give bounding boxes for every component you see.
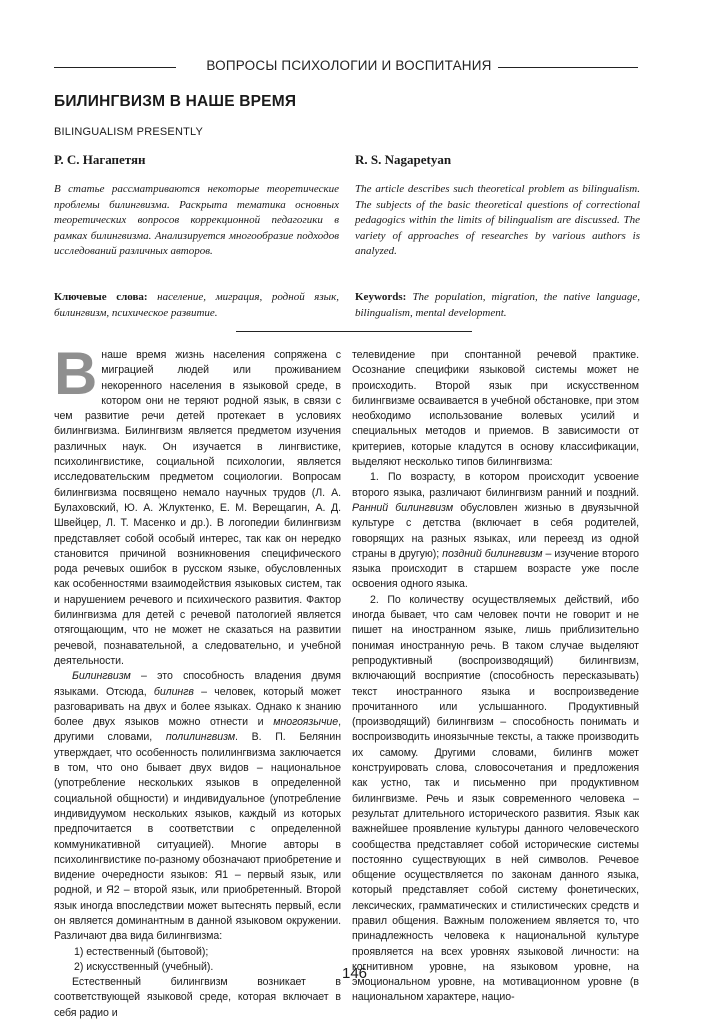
- paragraph-text: , другими словами,: [54, 716, 341, 744]
- section-title: ВОПРОСЫ ПСИХОЛОГИИ И ВОСПИТАНИЯ: [206, 58, 492, 73]
- term: поздний билингвизм: [442, 547, 543, 560]
- paragraph-text: обусловлен жизнью в двуязычной культуре с детства (включает в себя родителей, говорящих на разных языках, или переезд из одной страны в другую);: [352, 501, 639, 560]
- section-separator: [236, 331, 472, 332]
- author-ru: Р. С. Нагапетян: [54, 152, 146, 167]
- keywords-ru-text: население, миграция, родной язык, билингвизм, психическое развитие.: [54, 291, 340, 319]
- term: билингв: [153, 685, 194, 698]
- paragraph: [54, 340, 341, 669]
- paragraph-text: – это способность владения двумя языками. Отсюда,: [54, 670, 341, 698]
- keywords-en: [355, 290, 640, 321]
- paragraph-text: 1. По возрасту, в котором происходит усвоение второго языка, различают билингвизм ранний и поздний.: [352, 471, 639, 499]
- page-number: 146: [341, 965, 368, 982]
- term: многоязычие: [273, 716, 339, 729]
- term: полилингвизм: [165, 731, 236, 744]
- paragraph-text: наше время жизнь населения сопряжена с миграцией людей или проживанием некоренного населения в языковой среде, в котором они не теряют родной язык, в связи с чем развитие речи детей протекает в условиях билингвизма. Билингвизм является предметом изучения различных наук. Он изучается в лингвистике, психолингвистике, социальной психологии, является исследовательским предметом социологии. Вопросам билингвизма посвящено немало научных трудов (Л. А. Булаховский, Ю. А. Жлуктенко, Е. М. Верещагин, А. Д. Швейцер, Л. Т. Масенко и др.). В логопедии билингвизм представляет собой особый интерес, так как он нередко становится причиной возникновения специфического рода речевых ошибок в русском языке, обусловленных как особенностями взаимодействия языковых систем, так и нарушением речевого и психического развития. Фактор билингвизма для детей с речевой патологией является отягощающим, что не может не сказаться на развитии речевой, познавательной, а следовательно, и учебной деятельности.: [54, 349, 341, 667]
- journal-header: [54, 58, 638, 78]
- abstract-en: The article describes such theoretical problem as bilingualism. The subjects of the basic theoretical questions of correctional pedagogics within the limits of bilingualism are discussed. The variety of approaches of researches by various authors is analyzed.: [355, 183, 640, 257]
- paragraph-text: – человек, который может разговаривать на двух и более языках. Однако к знанию более двух языков можно отнести и: [54, 685, 341, 729]
- body-column-left: [54, 340, 341, 1021]
- article-title: БИЛИНГВИЗМ В НАШЕ ВРЕМЯ: [54, 93, 297, 110]
- drop-cap: В: [54, 340, 98, 407]
- term: Билингвизм: [72, 670, 131, 683]
- paragraph: [54, 669, 341, 944]
- paragraph-text: . В. П. Белянин утверждает, что особенность полилингвизма заключается в том, что оно бывает двух видов – национальное (употребление нескольких языков в определенной социальной общности) и индивидуальное (употребление индивидуумом нескольких языков, каждый из которых предпочитается в соответствии с определенной коммуникативной ситуацией). Многие авторы в психолингвистике по-разному обозначают приобретение и видение очередности языков: Я1 – первый язык, или родной, и Я2 – второй язык, или приобретенный. Второй язык иногда впоследствии может вытеснять первый, если он является доминантным в данной языковом окружении. Различают два вида билингвизма:: [54, 731, 341, 943]
- keywords-ru: [54, 290, 339, 321]
- term: Ранний билингвизм: [352, 501, 454, 514]
- paragraph: 2. По количеству осуществляемых действий, ибо иногда бывает, что сам человек почти не говорит и не пишет на иностранном языке, лишь приблизительно понимая иностранную речь. В таком случае выделяют репродуктивный (воспроизводящий) билингвизм, включающий восприятие (способность пересказывать) текст иностранного языка и воспроизведение прочитанного или услышанного. Продуктивный (производящий) билингвизм – способность понимать и воспроизводить иноязычные тексты, а также производить их самому. Другими словами, билингв может конструировать слова, словосочетания и предложения как устно, так и письменно при продуктивном билингвизме. Речь и язык современного человека – результат длительного исторического развития. Язык как важнейшее проявление культуры данного человеческого сообщества представляет собой исторические системы постоянно существующих в ней символов. Речевое общение осуществляется по законам данного языка, который представляет собой систему фонетических, лексических, грамматических и стилистических средств и правил общения. Важным положением является то, что принадлежность человека к национальной культуре проявляется на всех уровнях языковой личности: на когнитивном уровне, на языковом уровне, на эмоциональном уровне, на мотивационном уровне (в национальном характере, нацио-: [352, 593, 639, 1004]
- paragraph: [352, 470, 639, 592]
- keywords-en-label: Keywords:: [355, 291, 407, 303]
- keywords-ru-label: Ключевые слова:: [54, 291, 148, 303]
- article-subtitle: BILINGUALISM PRESENTLY: [54, 126, 204, 138]
- body-column-right: [352, 348, 639, 1006]
- abstract-ru: В статье рассматриваются некоторые теоретические проблемы билингвизма. Раскрыта тематика основных теоретических вопросов коррекционной педагогики в рамках билингвизма. Анализируется многообразие подходов исследований различных авторов.: [54, 183, 339, 257]
- paragraph: телевидение при спонтанной речевой практике. Осознание специфики языковой системы может не происходить. Второй язык при искусственном билингвизме осваивается в учебной обстановке, при этом необходимо использование волевых усилий и специальных методов и приемов. В зависимости от критериев, которые кладутся в основу классификации, выделяют несколько типов билингвизма:: [352, 349, 639, 469]
- paragraph: Естественный билингвизм возникает в соответствующей языковой среде, которая включает в себя радио и: [54, 976, 341, 1019]
- keywords-en-text: The population, migration, the native language, bilingualism, mental development.: [355, 291, 640, 319]
- header-rule-right: [498, 67, 638, 68]
- list-item: 1) естественный (бытовой);: [74, 945, 209, 958]
- author-en: R. S. Nagapetyan: [355, 152, 452, 167]
- header-rule-left: [54, 67, 176, 68]
- list-item: 2) искусственный (учебный).: [74, 960, 214, 973]
- paragraph-text: – изучение второго языка происходит в старшем возрасте уже после освоения одного языка.: [352, 547, 639, 591]
